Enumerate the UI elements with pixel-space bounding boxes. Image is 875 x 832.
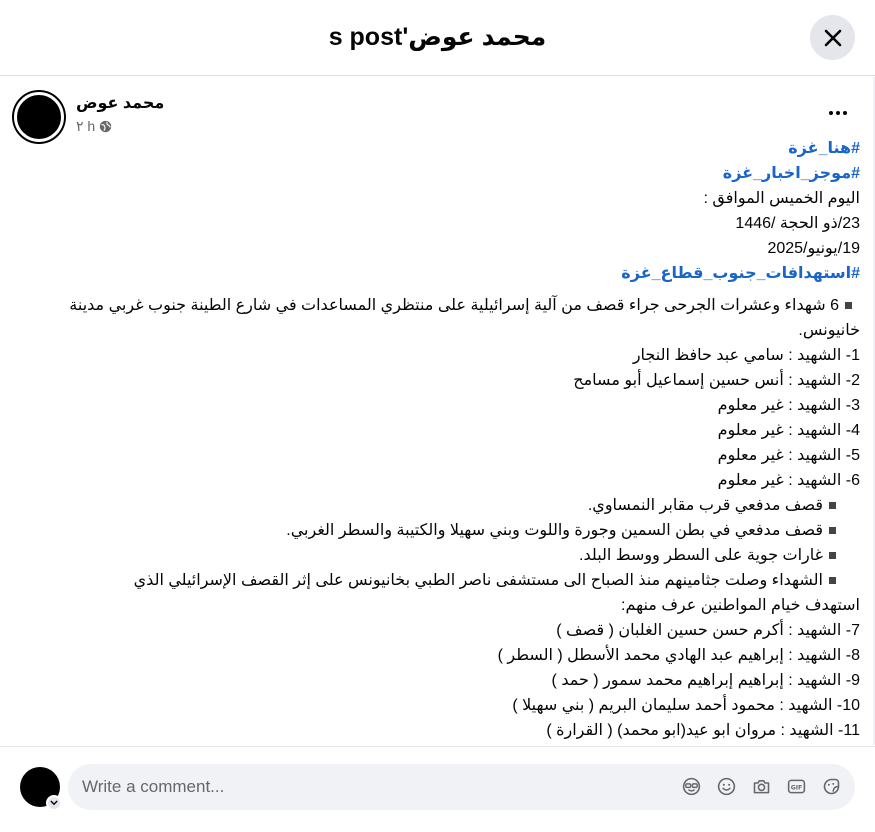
list-item: 1- الشهيد : سامي عبد حافظ النجار xyxy=(632,347,860,364)
emoji-icon xyxy=(716,776,737,797)
hashtag-south-gaza[interactable]: #استهدافات_جنوب_قطاع_غزة xyxy=(621,265,860,282)
close-button[interactable] xyxy=(810,15,855,60)
date-line-gregorian: 19/يونيو/2025 xyxy=(767,240,860,257)
chevron-down-icon xyxy=(50,799,58,807)
post-dialog-header xyxy=(0,0,875,76)
list-item: 7- الشهيد : أكرم حسن حسين الغلبان ( قصف ) xyxy=(556,622,860,639)
list-item: 9- الشهيد : إبراهيم إبراهيم محمد سمور ( حمد ) xyxy=(551,672,860,689)
list-item: 10- الشهيد : محمود أحمد سليمان البريم ( بني سهيلا ) xyxy=(512,697,860,714)
bullet-item xyxy=(15,518,860,543)
more-options-button[interactable] xyxy=(822,101,854,125)
list-item: 3- الشهيد : غير معلوم xyxy=(717,397,860,414)
account-switch-badge[interactable] xyxy=(46,795,62,811)
bullet-icon xyxy=(845,302,852,309)
bullet-icon xyxy=(829,527,836,534)
comment-composer xyxy=(0,746,875,832)
post-time[interactable]: ٢ h xyxy=(76,118,96,134)
bullet-text: قصف مدفعي قرب مقابر النمساوي. xyxy=(587,497,823,514)
post-meta xyxy=(76,118,112,135)
avatar-sticker-icon xyxy=(681,776,702,797)
list-item: 6- الشهيد : غير معلوم xyxy=(717,472,860,489)
sticker-button[interactable] xyxy=(821,776,842,797)
list-item: 11- الشهيد : مروان ابو عيد(ابو محمد) ( القرارة ) xyxy=(546,722,860,739)
bullet-text: غارات جوية على السطر ووسط البلد. xyxy=(579,547,823,564)
more-icon xyxy=(829,111,833,115)
globe-icon xyxy=(99,120,112,133)
svg-text:GIF: GIF xyxy=(790,784,803,792)
emoji-button[interactable] xyxy=(716,776,737,797)
bullet-text: قصف مدفعي في بطن السمين وجورة واللوت وبني سهيلا والكتيبة والسطر الغربي. xyxy=(286,522,823,539)
sticker-icon xyxy=(821,776,842,797)
bullet-icon xyxy=(829,502,836,509)
list-item: 2- الشهيد : أنس حسين إسماعيل أبو مسامح xyxy=(573,372,860,389)
list-item: 4- الشهيد : غير معلوم xyxy=(717,422,860,439)
date-line-day: اليوم الخميس الموافق : xyxy=(703,190,860,207)
gif-icon xyxy=(786,776,807,797)
bullet-continuation: استهدف خيام المواطنين عرف منهم: xyxy=(621,597,860,614)
camera-icon xyxy=(751,776,772,797)
hashtag-gaza-news[interactable]: #موجز_اخبار_غزة xyxy=(722,165,860,182)
bullet-item xyxy=(15,543,860,568)
bullet-item xyxy=(15,493,860,518)
author-avatar[interactable] xyxy=(14,92,64,142)
list-item: 8- الشهيد : إبراهيم عبد الهادي محمد الأسطل ( السطر ) xyxy=(497,647,860,664)
paragraph-main xyxy=(15,293,860,343)
date-line-hijri: 23/ذو الحجة /1446 xyxy=(735,215,860,232)
bullet-icon xyxy=(829,577,836,584)
bullet-icon xyxy=(829,552,836,559)
camera-button[interactable] xyxy=(751,776,772,797)
bullet-item xyxy=(15,568,860,593)
list-item: 5- الشهيد : غير معلوم xyxy=(717,447,860,464)
gif-button[interactable] xyxy=(786,776,807,797)
post-body xyxy=(15,136,860,743)
dialog-title: محمد عوض's post xyxy=(328,23,547,51)
author-name[interactable]: محمد عوض xyxy=(76,95,165,112)
bullet-text: الشهداء وصلت جثامينهم منذ الصباح الى مستشفى ناصر الطبي بخانيونس على إثر القصف الإسرائيلي الذي xyxy=(133,572,823,589)
avatar-sticker-button[interactable] xyxy=(681,776,702,797)
post-content-area[interactable] xyxy=(0,77,875,745)
hashtag-gaza[interactable]: #هنا_غزة xyxy=(788,140,860,157)
comment-tools xyxy=(681,776,842,797)
paragraph-text: 6 شهداء وعشرات الجرحى جراء قصف من آلية إسرائيلية على منتظري المساعدات في شارع الطينة جنوب غربي مدينة خانيونس. xyxy=(69,297,860,339)
close-icon xyxy=(823,28,843,48)
